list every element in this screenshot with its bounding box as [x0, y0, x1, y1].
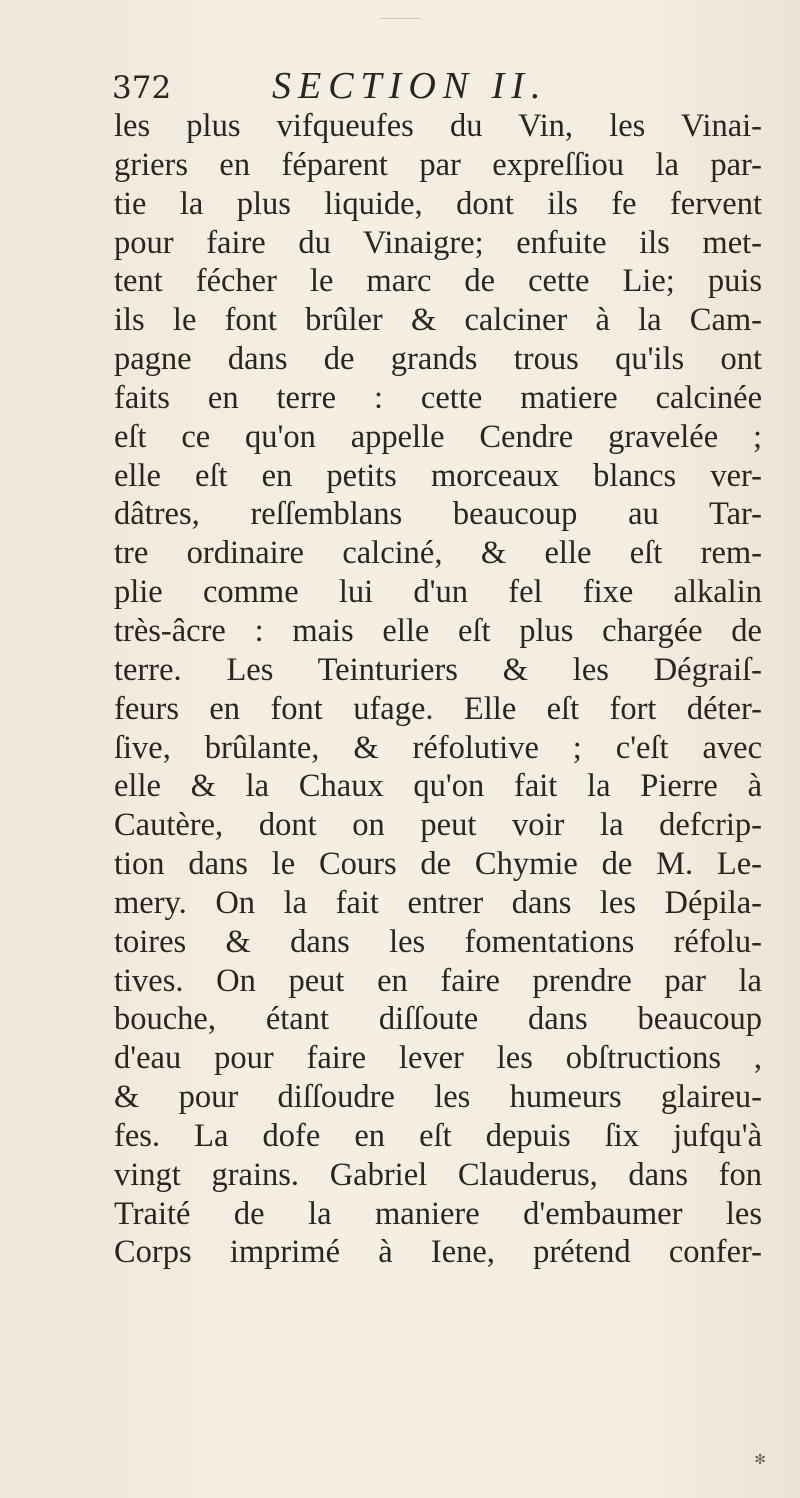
signature-mark: ✻ [754, 1452, 766, 1468]
text-line: vingt grains. Gabriel Clauderus, dans fon [114, 1156, 762, 1193]
page-number: 372 [112, 70, 172, 106]
text-line: bouche, étant diſſoute dans beaucoup [114, 1001, 762, 1038]
text-line: tives. On peut en faire prendre par la [114, 962, 762, 999]
text-line: dâtres, reſſemblans beaucoup au Tar- [114, 496, 762, 533]
text-line: ſive, brûlante, & réfolutive ; c'eſt avec [114, 729, 762, 766]
text-line: d'eau pour faire lever les obſtructions , [114, 1040, 762, 1077]
text-line: les plus vifqueufes du Vin, les Vinai- [114, 108, 762, 144]
text-line: Cautère, dont on peut voir la defcrip- [114, 807, 762, 844]
text-line: fes. La dofe en eſt depuis ſix jufqu'à [114, 1117, 762, 1154]
text-line: griers en féparent par expreſſiou la par- [114, 146, 762, 183]
text-line: très-âcre : mais elle eſt plus chargée de [114, 612, 762, 649]
text-line: ils le font brûler & calciner à la Cam- [114, 302, 762, 339]
text-line: pour faire du Vinaigre; enfuite ils met- [114, 224, 762, 261]
text-line: eſt ce qu'on appelle Cendre gravelée ; [114, 418, 762, 455]
text-line: pagne dans de grands trous qu'ils ont [114, 341, 762, 378]
text-line: Traité de la maniere d'embaumer les [114, 1195, 762, 1232]
text-line: tre ordinaire calciné, & elle eſt rem- [114, 535, 762, 572]
text-line: elle eſt en petits morceaux blancs ver- [114, 457, 762, 494]
text-line: terre. Les Teinturiers & les Dégraiſ- [114, 651, 762, 688]
page-header [112, 62, 752, 110]
text-line: mery. On la fait entrer dans les Dépila- [114, 884, 762, 921]
top-rule [380, 18, 420, 19]
text-line: Corps imprimé à Iene, prétend confer- [114, 1234, 762, 1271]
text-line: tion dans le Cours de Chymie de M. Le- [114, 846, 762, 883]
text-line: feurs en font ufage. Elle eſt fort déter- [114, 690, 762, 727]
text-line: & pour diſſoudre les humeurs glaireu- [114, 1079, 762, 1116]
text-line: toires & dans les fomentations réfolu- [114, 923, 762, 960]
text-line: tent fécher le marc de cette Lie; puis [114, 263, 762, 300]
text-line: tie la plus liquide, dont ils fe fervent [114, 185, 762, 222]
body-text [114, 107, 762, 1272]
text-line: plie comme lui d'un fel fixe alkalin [114, 574, 762, 611]
running-head: SECTION II. [272, 65, 548, 107]
text-line: elle & la Chaux qu'on fait la Pierre à [114, 768, 762, 805]
text-line: faits en terre : cette matiere calcinée [114, 379, 762, 416]
